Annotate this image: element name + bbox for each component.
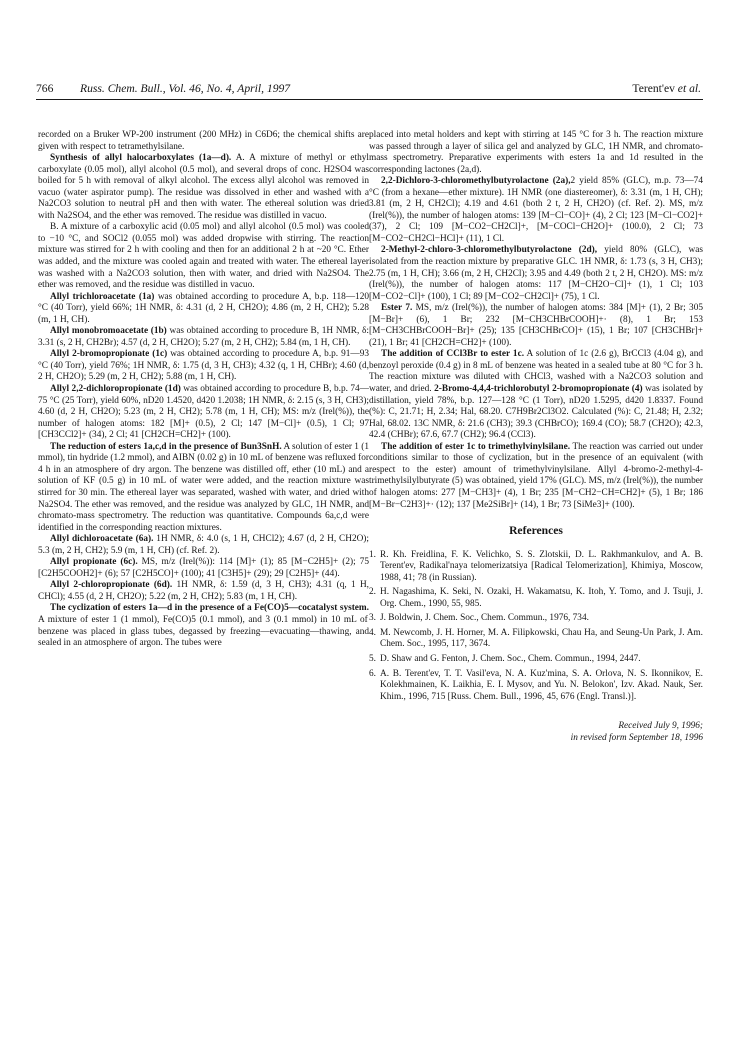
received-date: Received July 9, 1996; [618, 721, 703, 732]
compound-heading: Allyl monobromoacetate (1b) [50, 326, 167, 337]
compound-heading: Allyl 2-chloropropionate (6d). [50, 580, 173, 591]
compound-heading: Allyl trichloroacetate (1a) [50, 291, 155, 302]
running-author [632, 82, 701, 95]
paragraph [38, 292, 369, 327]
reference-number: 4. [369, 627, 376, 638]
reference-item [369, 654, 703, 666]
reference-text: H. Nagashima, K. Seki, N. Ozaki, H. Wakamatsu, K. Itoh, Y. Tomo, and J. Tsuji, J. Org. Chem., 1990, 55, 985. [380, 587, 703, 609]
paragraph [38, 580, 369, 603]
paragraph [38, 349, 369, 384]
paragraph-text: was obtained according to procedure B, 1H NMR, δ: 3.31 (s, 2 H, CH2Br); 4.57 (d, 2 H, CH2O); 5.27 (m, 2 H, CH2); 5.84 (m, 1 H, CH). [38, 326, 369, 348]
reference-number: 5. [369, 653, 376, 664]
reference-text: A. B. Terent'ev, T. T. Vasil'eva, N. A. Kuz'mina, S. A. Orlova, N. S. Ikonnikov, E. Kolekhmainen, K. Laikhia, E. I. Mysov, and Yu. N. Belokon', Izv. Akad. Nauk, Ser. Khim., 1996, 715 [Russ. Chem. Bull., 1996, 45, 676 (Engl. Transl.)]. [380, 668, 703, 702]
reference-text: D. Shaw and G. Fenton, J. Chem. Soc., Chem. Commun., 1994, 2447. [380, 653, 641, 664]
reference-number: 1. [369, 549, 376, 560]
journal-citation: Russ. Chem. Bull., Vol. 46, No. 4, April, 1997 [80, 82, 291, 95]
paragraph-text: A. A mixture of methyl or ethyl carboxylate (0.05 mol), allyl alcohol (0.5 mol), and several drops of conc. H2SO4 was boiled for 5 h with removal of alkyl alcohol. The excess allyl alcohol was removed in vacuo (water aspirator pump). The residue was dissolved in ether and washed with a Na2CO3 solution to neutral pH and then with water. The ethereal solution was dried with Na2SO4, and the ether was removed. The residue was distilled in vacuo. [38, 153, 369, 221]
compound-heading: 2,2-Dichloro-3-chloromethylbutyrolactone (2a), [381, 176, 571, 187]
paragraph [38, 442, 369, 534]
reference-item [369, 669, 703, 704]
running-author-name: Terent'ev [632, 82, 675, 95]
compound-heading: Allyl dichloroacetate (6a). [50, 534, 154, 545]
paragraph [369, 303, 703, 349]
paragraph-text: 2 yield 85% (GLC), m.p. 73—74 °C (from a hexane—ether mixture). 1H NMR (one diastereomer), δ: 3.31 (m, 1 H, CH); 3.81 (m, 2 H, CH2Cl); 4.19 and 4.61 (both 2 t, 2 H, CH2O) (cf. Ref. 2). MS, m/z (Irel(%)), the number of halogen atoms: 139 [M−Cl−CO]+ (4), 2 Cl; 123 [M−Cl−CO2]+ (37), 2 Cl; 109 [M−CO2−CH2Cl]+, [M−COCl−CH2O]+ (100.0), 2 Cl; 73 [M−CO2−CH2Cl−HCl]+ (11), 1 Cl. [369, 176, 703, 244]
section-heading: The addition of ester 1c to trimethylvinylsilane. [381, 441, 571, 452]
paragraph: recorded on a Bruker WP-200 instrument (200 MHz) in C6D6; the chemical shifts are given with respect to tetramethylsilane. [38, 130, 369, 152]
reference-item [369, 587, 703, 610]
paragraph [369, 442, 703, 511]
header-rule [36, 99, 703, 100]
reference-number: 2. [369, 587, 376, 598]
right-column [369, 130, 703, 744]
reference-item [369, 550, 703, 585]
compound-heading: Allyl 2,2-dichloropropionate (1d) [50, 384, 181, 395]
reference-number: 6. [369, 668, 376, 679]
reference-item [369, 628, 703, 651]
paragraph-text: A mixture of ester 1 (1 mmol), Fe(CO)5 (0.1 mmol), and 3 (0.1 mmol) in 10 mL of benzene was placed in glass tubes, degassed by freezing—evacuating—thawing, and sealed in an atmosphere of argon. The tubes were [38, 614, 369, 649]
paragraph-text: was obtained according to procedure A, b.p. 118—120 °C (40 Torr), yield 66%; 1H NMR, δ: 4.31 (d, 2 H, CH2O); 4.86 (m, 2 H, CH2); 5.28 (m, 1 H, CH). [38, 291, 369, 325]
running-author-etal: et al. [674, 82, 701, 95]
paragraph [369, 245, 703, 303]
paragraph-text: 1H NMR, δ: 1.59 (d, 3 H, CH3); 4.31 (q, 1 H, CHCl); 4.55 (d, 2 H, CH2O); 5.22 (m, 2 H, CH2); 5.83 (m, 1 H, CH). [38, 580, 369, 602]
left-column [38, 130, 369, 650]
references-title: References [509, 524, 563, 538]
paragraph-text: 1H NMR, δ: 4.0 (s, 1 H, CHCl2); 4.67 (d, 2 H, CH2O); 5.3 (m, 2 H, CH2); 5.9 (m, 1 H, CH) (cf. Ref. 2). [38, 534, 369, 556]
references-list [369, 550, 703, 704]
paragraph [38, 603, 369, 649]
compound-heading: Allyl 2-bromopropionate (1c) [50, 349, 168, 360]
paragraph-text: MS, m/z (Irel(%)), the number of halogen atoms: 384 [M]+ (1), 2 Br; 305 [M−Br]+ (6), 1 Br; 232 [M−CH3CHBrCOOH]+· (8), 1 Br; 153 [M−CH3CHBrCOOH−Br]+ (25); 135 [CH3CHBrCO]+ (15), 1 Br; 107 [CH3CHBr]+ (21), 1 Br; 41 [CH2CH=CH2]+ (100). [369, 303, 704, 348]
paragraph: B. A mixture of a carboxylic acid (0.05 mol) and allyl alcohol (0.5 mol) was cooled to −10 °C, and SOCl2 (0.055 mol) was added dropwise with stirring. The reaction mixture was stirred for 2 h with cooling and then for an additional 2 h at ~20 °C. Ether was added, and the mixture was cooled again and treated with water. The ethereal layer was washed with a Na2CO3 solution, then with water, and dried with Na2SO4. The ether was removed, and the residue was distilled in vacuo. [38, 222, 369, 291]
paragraph-text: A solution of 1c (2.6 g), BrCCl3 (4.04 g), and benzoyl peroxide (0.4 g) in 8 mL of benzene was heated in a sealed tube at 80 °C for 3 h. The reaction mixture was diluted with CHCl3, washed with a Na2CO3 solution and water, and dried. [369, 349, 703, 395]
compound-heading: 2-Methyl-2-chloro-3-chloromethylbutyrolactone (2d), [381, 245, 598, 256]
reference-text: M. Newcomb, J. H. Horner, M. A. Filipkowski, Chau Ha, and Seung-Un Park, J. Am. Chem. Soc., 1995, 117, 3674. [380, 627, 703, 650]
paragraph-text: was obtained according to procedure A, b.p. 91—93 °C (40 Torr), yield 76%; 1H NMR, δ: 1.75 (d, 3 H, CH3); 4.32 (q, 1 H, CHBr); 4.60 (d, 2 H, CH2O); 5.29 (m, 2 H, CH2); 5.88 (m, 1 H, CH). [38, 349, 369, 383]
compound-heading: 2-Bromo-4,4,4-trichlorobutyl 2-bromopropionate (4) [434, 384, 643, 395]
section-heading: Synthesis of allyl halocarboxylates (1a—d). [50, 153, 232, 164]
paragraph-text: A solution of ester 1 (1 mmol), tin hydride (1.2 mmol), and AIBN (0.02 g) in 10 mL of benzene was refluxed for 4 h in an atmosphere of dry argon. The benzene was distilled off, ether (10 mL) and a solution of KF (0.5 g) in 10 mL of water were added, and the reaction mixture was stirred for 30 min. The ethereal layer was separated, washed with water, and dried with Na2SO4. The ether was removed, and the residue was analyzed by GLC, 1H NMR, and chromato-mass spectrometry. The reduction was quantitative. Compounds 6a,c,d were identified in the corresponding reaction mixtures. [38, 441, 369, 533]
paragraph-text: was obtained according to procedure B, b.p. 74—75 °C (25 Torr), yield 60%, nD20 1.4520, d420 1.2038; 1H NMR, δ: 2.15 (s, 3 H, CH3); 4.60 (d, 2 H, CH2O); 5.23 (m, 2 H, CH2); 5.78 (m, 1 H, CH); MS: m/z (Irel(%)), the number of halogen atoms: 182 [M]+ (0.5), 2 Cl; 147 [M−Cl]+ (0.5), 1 Cl; 97 [CH3CCl2]+ (34), 2 Cl; 41 [CH2CH=CH2]+ (100). [38, 384, 369, 441]
reference-number: 3. [369, 613, 376, 624]
paragraph [38, 534, 369, 557]
compound-heading: Allyl propionate (6c). [50, 557, 138, 568]
paragraph [369, 176, 703, 245]
paragraph-text: yield 80% (GLC), was isolated from the reaction mixture by preparative GLC. 1H NMR, δ: 1.73 (s, 3 H, CH3); 2.75 (m, 1 H, CH); 3.66 (m, 2 H, CH2Cl); 3.95 and 4.49 (both 2 t, 2 H, CH2O). MS: m/z (Irel(%)), the number of halogen atoms: 117 [M−CH2O−Cl]+ (1), 1 Cl; 103 [M−CO2−Cl]+ (100), 1 Cl; 89 [M−CO2−CH2Cl]+ (75), 1 Cl. [369, 245, 703, 302]
section-heading: The reduction of esters 1a,c,d in the presence of Bun3SnH. [50, 441, 282, 452]
paragraph [38, 557, 369, 580]
paragraph [38, 384, 369, 442]
section-heading: The cyclization of esters 1a—d in the presence of a Fe(CO)5—cocatalyst system. [50, 603, 369, 614]
paragraph [38, 153, 369, 222]
paragraph: placed into metal holders and kept with stirring at 145 °C for 3 h. The reaction mixture was passed through a layer of silica gel and analyzed by GLC, 1H NMR, and chromato-mass spectrometry. Preparative experiments with esters 1a and 1d resulted in the corresponding lactones (2a,d). [369, 130, 703, 175]
page-number: 766 [36, 82, 54, 95]
reference-text: J. Boldwin, J. Chem. Soc., Chem. Commun., 1976, 734. [380, 613, 589, 624]
compound-heading: Ester 7. [381, 303, 413, 314]
paragraph [369, 349, 703, 441]
reference-item [369, 613, 703, 625]
revised-date: in revised form September 18, 1996 [570, 733, 703, 744]
paragraph-text: was isolated by distillation, yield 78%, b.p. 127—128 °C (1 Torr), nD20 1.5295, d420 1.8337. Found (%): C, 21.71; H, 2.34; Hal, 68.20. C7H9Br2Cl3O2. Calculated (%): C, 21.48; H, 2.32; Hal, 68.02. 13C NMR, δ: 21.6 (CH3); 39.3 (CHBrCO); 169.4 (CO); 58.7 (CH2O); 42.3, 42.4 (CHBr); 67.6, 67.7 (CH2); 96.4 (CCl3). [369, 384, 703, 441]
paragraph-text: MS, m/z (Irel(%)): 114 [M]+ (1); 85 [M−C2H5]+ (2); 75 [C2H5COOH2]+ (6); 57 [C2H5CO]+ (100); 41 [C3H5]+ (29); 29 [C2H5]+ (44). [38, 557, 369, 579]
reference-text: R. Kh. Freidlina, F. K. Velichko, S. S. Zlotskii, D. L. Rakhmankulov, and A. B. Terent'ev, Radikal'naya telomerizatsiya [Radical Telomerization], Khimiya, Moscow, 1988, 41; 78 (in Russian). [380, 549, 703, 583]
section-heading: The addition of CCl3Br to ester 1c. [381, 349, 525, 360]
paragraph [38, 326, 369, 349]
paragraph-text: The reaction was carried out under conditions similar to those of cyclization, but in the presence of an equivalent (with respect to the ester) amount of trimethylvinylsilane. Allyl 4-bromo-2-methyl-4-trimethylsilylbutyrate (5) was obtained, yield 17% (GLC). MS, m/z (Irel(%)), the number of halogen atoms: 277 [M−CH3]+ (4), 1 Br; 235 [M−CH2−CH=CH2]+ (5), 1 Br; 186 [M−Br−C2H3]+· (12); 137 [Me2SiBr]+ (14), 1 Br; 73 [SiMe3]+ (100). [369, 441, 703, 510]
received-note [369, 720, 703, 744]
